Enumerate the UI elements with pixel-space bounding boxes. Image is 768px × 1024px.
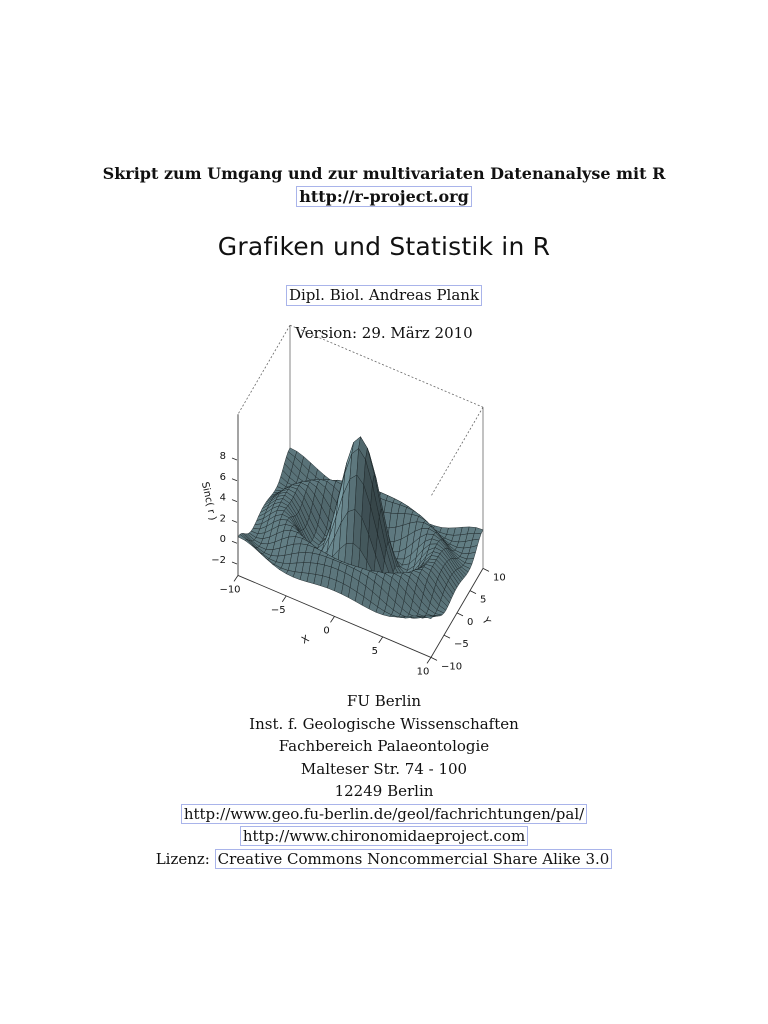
z-tick-label: 6 [219, 471, 226, 483]
department-name: Fachbereich Palaeontologie [278, 737, 490, 755]
fu-url-row [0, 803, 768, 826]
y-tick-label: 10 [493, 572, 506, 584]
x-axis-label: X [300, 633, 312, 647]
z-axis-label: Sinc( r ) [198, 480, 218, 522]
x-tick [234, 575, 238, 581]
author-row [0, 285, 768, 306]
z-tick-label: −2 [211, 555, 226, 566]
sinc-surface-figure [176, 380, 516, 678]
y-tick-label: 5 [480, 594, 487, 606]
z-tick [232, 458, 237, 460]
x-tick [331, 616, 335, 622]
script-subtitle: Skript zum Umgang und zur multivariaten Datenanalyse mit R [102, 164, 666, 183]
x-tick-label: 5 [371, 645, 378, 657]
z-tick-label: 0 [219, 534, 226, 546]
x-tick [282, 596, 286, 602]
version-text: Version: 29. März 2010 [295, 324, 473, 342]
surface-cell [474, 528, 483, 534]
z-tick [232, 520, 237, 522]
x-tick [427, 657, 431, 663]
y-tick-label: −10 [441, 661, 463, 673]
x-tick-label: 0 [323, 625, 330, 637]
institution-block [0, 690, 768, 870]
z-tick [232, 500, 237, 502]
y-tick [457, 613, 463, 616]
box-edge [431, 407, 483, 496]
y-tick [444, 635, 450, 638]
license-row [0, 848, 768, 871]
sinc-surface-plot [176, 380, 516, 678]
city-address: 12249 Berlin [334, 782, 434, 800]
z-tick-label: 8 [219, 451, 226, 462]
r-project-link[interactable]: http://r-project.org [296, 186, 472, 207]
street-address: Malteser Str. 74 - 100 [300, 759, 468, 778]
project-url-row [0, 825, 768, 848]
z-tick-label: 2 [219, 513, 226, 525]
y-tick-label: −5 [454, 639, 469, 651]
x-tick-label: −5 [270, 604, 286, 616]
y-tick-label: 0 [467, 616, 474, 628]
x-tick-label: −10 [219, 584, 241, 596]
z-tick [232, 479, 237, 481]
university-name: FU Berlin [346, 692, 422, 710]
y-tick [470, 591, 476, 594]
license-prefix: Lizenz: [155, 849, 210, 868]
r-project-link-row [0, 186, 768, 207]
page-title: Grafiken und Statistik in R [217, 232, 551, 261]
z-tick [232, 562, 237, 564]
institute-name: Inst. f. Geologische Wissenschaften [249, 714, 519, 733]
license-link[interactable]: Creative Commons Noncommercial Share Alike 3.0 [215, 849, 613, 869]
x-tick-label: 10 [416, 666, 430, 678]
y-tick [483, 568, 489, 571]
z-tick-label: 4 [219, 492, 226, 504]
author-link[interactable]: Dipl. Biol. Andreas Plank [286, 285, 482, 306]
y-tick [431, 657, 437, 660]
fu-url-link[interactable]: http://www.geo.fu-berlin.de/geol/fachrichtungen/pal/ [181, 804, 587, 824]
z-tick [232, 541, 237, 543]
y-axis-label: Y [479, 615, 493, 627]
project-url-link[interactable]: http://www.chironomidaeproject.com [240, 826, 528, 846]
x-tick [379, 637, 383, 643]
